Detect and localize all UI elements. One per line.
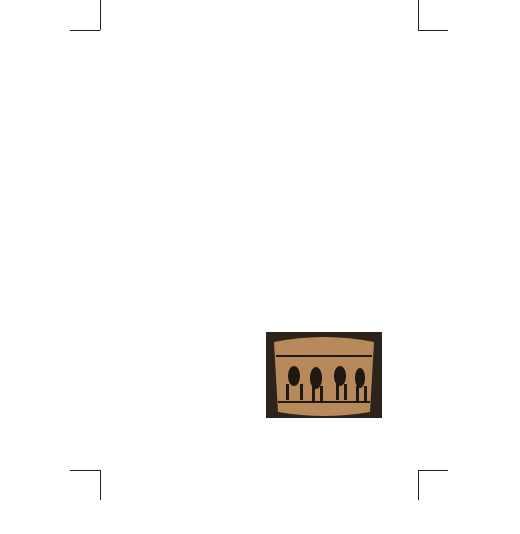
- crop-mark-bottom-left-v: [100, 470, 101, 500]
- crop-mark-bottom-right-v: [418, 470, 419, 500]
- paragraph-3: [148, 434, 260, 534]
- crop-mark-top-left-h: [70, 30, 100, 31]
- vase-photo: [266, 332, 382, 418]
- crop-mark-top-right-h: [418, 30, 448, 31]
- crop-mark-top-right-v: [418, 0, 419, 30]
- crop-mark-bottom-right-h: [418, 470, 448, 471]
- vase-illustration: [266, 332, 382, 418]
- crop-mark-top-left-v: [100, 0, 101, 30]
- paragraph-1: [148, 82, 380, 242]
- crop-mark-bottom-left-h: [70, 470, 100, 471]
